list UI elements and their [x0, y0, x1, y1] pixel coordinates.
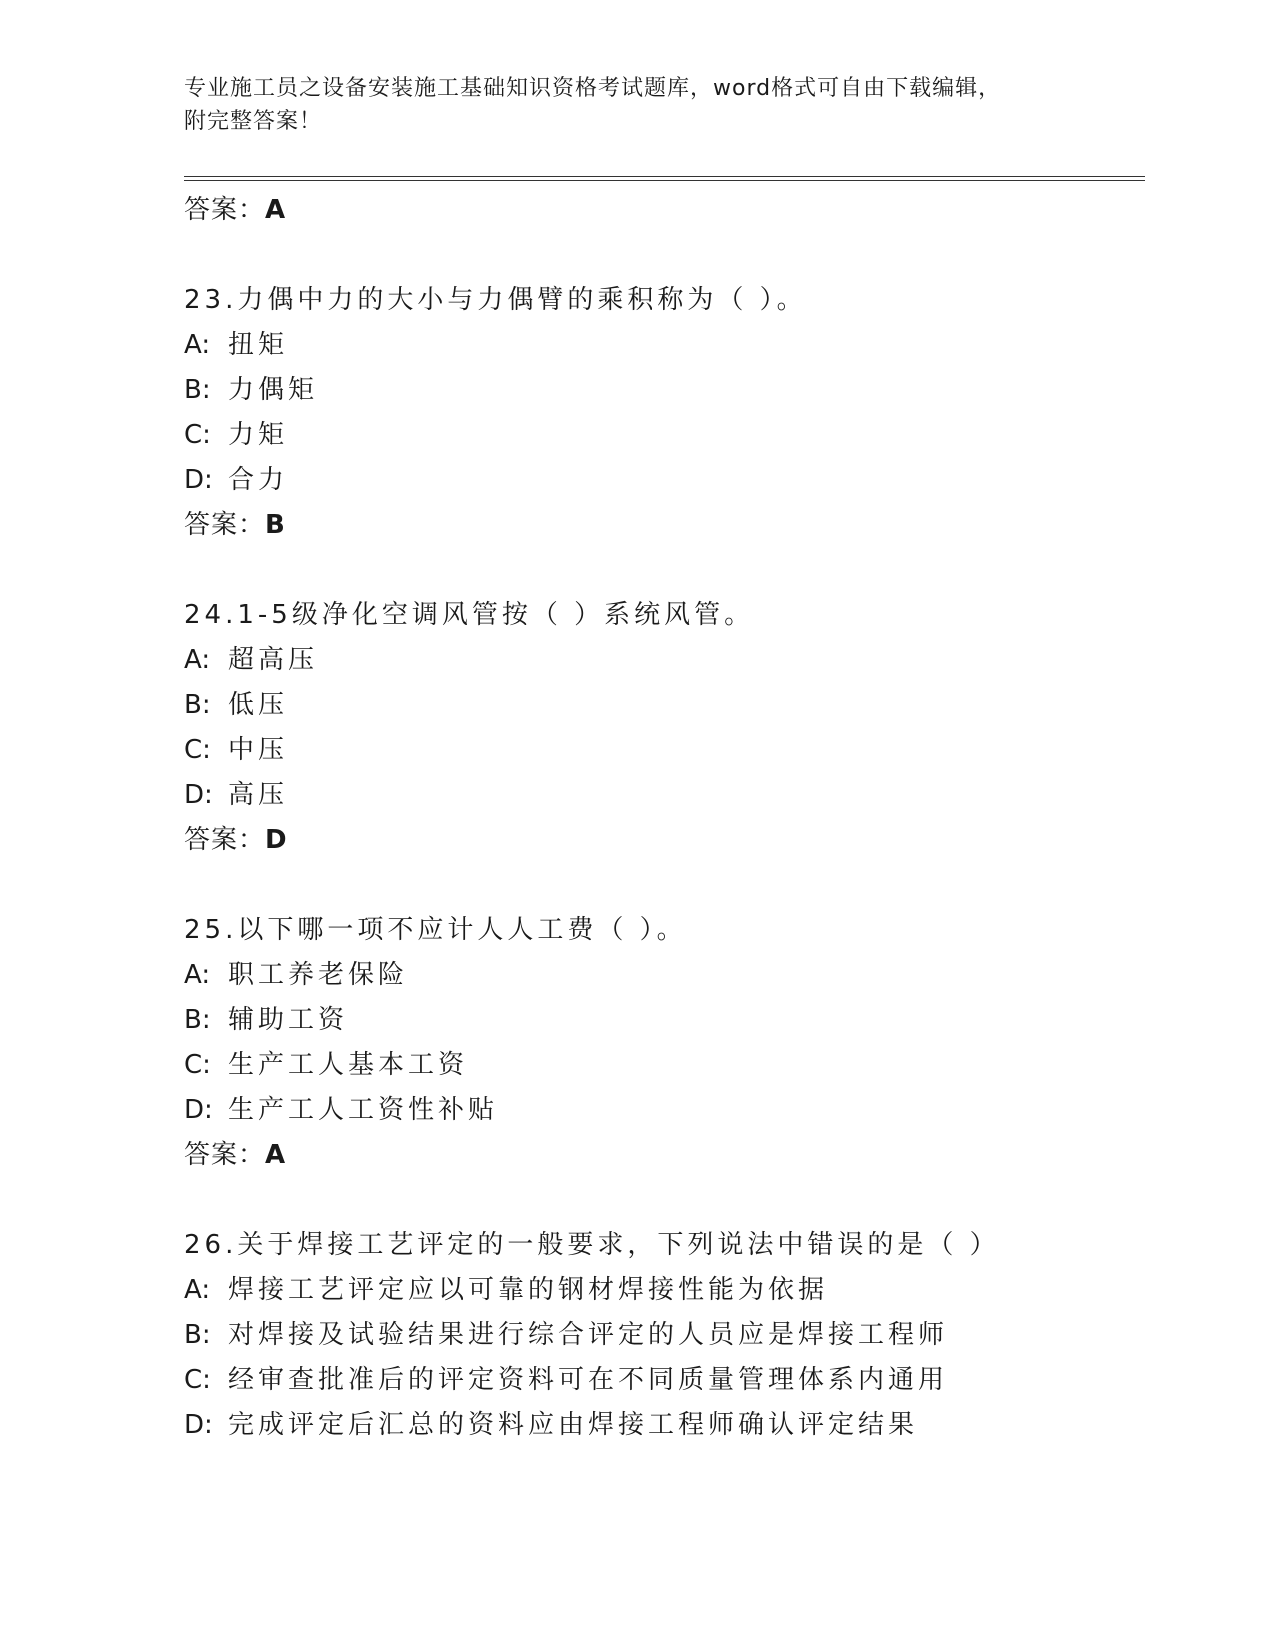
option-letter: A: — [184, 960, 211, 990]
option-text: 力矩 — [228, 420, 289, 450]
answer-value: B — [265, 510, 286, 540]
header-line-2: 附完整答案！ — [184, 109, 323, 134]
option-letter: B: — [184, 1320, 211, 1350]
option-letter: A: — [184, 330, 211, 360]
option-text: 生产工人基本工资 — [228, 1050, 469, 1080]
option-letter: C: — [184, 1365, 211, 1395]
question-content — [184, 188, 1144, 1448]
previous-answer — [184, 188, 1144, 233]
question-text: 25.以下哪一项不应计人人工费（ ）。 — [184, 915, 687, 945]
option-text: 生产工人工资性补贴 — [228, 1095, 499, 1125]
option-text: 焊接工艺评定应以可靠的钢材焊接性能为依据 — [228, 1275, 829, 1305]
option-letter: B: — [184, 375, 211, 405]
question-26 — [184, 1223, 1144, 1448]
option-d — [184, 458, 1144, 503]
option-a — [184, 953, 1144, 998]
option-letter: C: — [184, 420, 211, 450]
option-letter: D: — [184, 1095, 213, 1125]
option-text: 低压 — [228, 690, 289, 720]
answer — [184, 503, 1144, 548]
option-b — [184, 998, 1144, 1043]
option-letter: C: — [184, 1050, 211, 1080]
option-letter: D: — [184, 1410, 213, 1440]
option-c — [184, 1358, 1144, 1403]
option-text: 合力 — [228, 465, 289, 495]
option-text: 辅助工资 — [228, 1005, 349, 1035]
option-b — [184, 1313, 1144, 1358]
answer-value: A — [265, 195, 287, 225]
option-letter: A: — [184, 1275, 211, 1305]
option-c — [184, 728, 1144, 773]
option-b — [184, 368, 1144, 413]
option-d — [184, 1403, 1144, 1448]
option-letter: D: — [184, 780, 213, 810]
answer — [184, 1133, 1144, 1178]
option-text: 对焊接及试验结果进行综合评定的人员应是焊接工程师 — [228, 1320, 949, 1350]
question-text: 23.力偶中力的大小与力偶臂的乘积称为（ ）。 — [184, 285, 807, 315]
option-d — [184, 773, 1144, 818]
option-text: 职工养老保险 — [228, 960, 409, 990]
answer-label: 答案： — [184, 825, 266, 855]
answer-label: 答案： — [184, 510, 266, 540]
header-divider — [184, 176, 1145, 181]
option-d — [184, 1088, 1144, 1133]
option-text: 经审查批准后的评定资料可在不同质量管理体系内通用 — [228, 1365, 949, 1395]
answer-value: D — [265, 825, 288, 855]
page-header — [184, 72, 1064, 138]
option-b — [184, 683, 1144, 728]
answer — [184, 818, 1144, 863]
answer-label: 答案： — [184, 1140, 266, 1170]
option-text: 中压 — [228, 735, 289, 765]
option-c — [184, 1043, 1144, 1088]
option-letter: A: — [184, 645, 211, 675]
option-text: 超高压 — [228, 645, 319, 675]
option-a — [184, 323, 1144, 368]
question-23 — [184, 278, 1144, 548]
option-letter: D: — [184, 465, 213, 495]
option-a — [184, 1268, 1144, 1313]
option-letter: C: — [184, 735, 211, 765]
question-text: 24.1-5级净化空调风管按（ ）系统风管。 — [184, 600, 755, 630]
option-text: 力偶矩 — [228, 375, 319, 405]
option-a — [184, 638, 1144, 683]
option-letter: B: — [184, 690, 211, 720]
option-c — [184, 413, 1144, 458]
option-text: 扭矩 — [228, 330, 289, 360]
question-24 — [184, 593, 1144, 863]
option-letter: B: — [184, 1005, 211, 1035]
question-text: 26.关于焊接工艺评定的一般要求，下列说法中错误的是（ ） — [184, 1230, 1000, 1260]
answer-label: 答案： — [184, 195, 266, 225]
option-text: 完成评定后汇总的资料应由焊接工程师确认评定结果 — [228, 1410, 919, 1440]
question-25 — [184, 908, 1144, 1178]
option-text: 高压 — [228, 780, 289, 810]
answer-value: A — [265, 1140, 287, 1170]
header-line-1: 专业施工员之设备安装施工基础知识资格考试题库，word格式可自由下载编辑， — [184, 76, 1002, 101]
